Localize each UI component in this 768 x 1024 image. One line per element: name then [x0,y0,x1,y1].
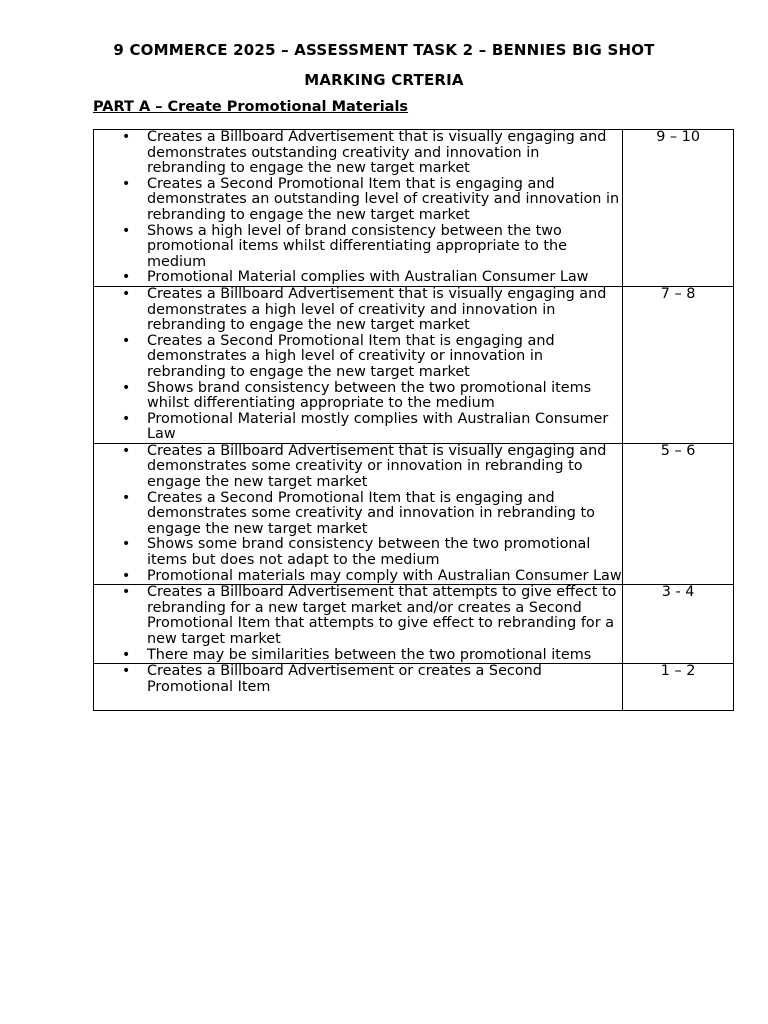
criteria-description-cell [94,664,623,711]
criteria-description-cell [94,286,623,443]
criteria-item [94,537,622,568]
criteria-row [94,286,734,443]
criteria-item [94,664,622,695]
criteria-item-text: Promotional Material mostly complies with Australian Consumer Law [147,410,609,443]
criteria-description-cell [94,130,623,287]
document-subtitle: MARKING CRTERIA [304,71,464,89]
mark-range-cell: 5 – 6 [623,443,734,584]
mark-range-cell: 1 – 2 [623,664,734,711]
bullet-icon: • [122,129,131,145]
criteria-item [94,270,622,286]
bullet-icon: • [122,646,131,663]
criteria-row [94,664,734,711]
criteria-list [94,585,622,663]
criteria-item-text: Shows a high level of brand consistency between the two promotional items whilst differentiating appropriate to the medium [147,222,567,270]
criteria-item [94,585,622,647]
bullet-icon: • [122,442,131,459]
criteria-description-cell [94,443,623,584]
criteria-item [94,381,622,412]
criteria-item-text: Creates a Second Promotional Item that is engaging and demonstrates an outstanding level of creativity and innovation in rebranding to engage the new target market [147,175,620,223]
bullet-icon: • [122,489,131,506]
criteria-item-text: Promotional Material complies with Australian Consumer Law [147,269,589,286]
criteria-item [94,648,622,664]
criteria-item [94,444,622,491]
bullet-icon: • [122,269,131,286]
criteria-item [94,412,622,443]
criteria-item-text: Shows some brand consistency between the two promotional items but does not adapt to the medium [147,536,591,569]
criteria-description-cell [94,585,623,664]
criteria-item-text: Creates a Billboard Advertisement that attempts to give effect to rebranding for a new target market and/or creates a Second Promotional Item that attempts to give effect to rebranding for a new target market [147,584,617,647]
criteria-item-text: Promotional materials may comply with Australian Consumer Law [147,567,622,584]
criteria-list [94,287,622,443]
criteria-row [94,443,734,584]
criteria-item [94,177,622,224]
criteria-item [94,130,622,177]
criteria-item [94,491,622,538]
criteria-list [94,664,622,695]
marking-criteria-table [93,129,734,711]
bullet-icon: • [122,663,131,680]
bullet-icon: • [122,584,131,601]
bullet-icon: • [122,222,131,239]
criteria-row [94,585,734,664]
criteria-item-text: Creates a Billboard Advertisement that is visually engaging and demonstrates outstanding creativity and innovation in rebranding to engage the new target market [147,129,607,177]
mark-range-cell: 3 - 4 [623,585,734,664]
bullet-icon: • [122,410,131,427]
criteria-item-text: Creates a Billboard Advertisement that is visually engaging and demonstrates some creativity or innovation in rebranding to engage the new target market [147,442,607,491]
criteria-item [94,569,622,585]
criteria-list [94,130,622,286]
criteria-item [94,224,622,271]
criteria-item-text: There may be similarities between the two promotional items [147,646,592,663]
criteria-list [94,444,622,584]
criteria-item-text: Shows brand consistency between the two promotional items whilst differentiating appropriate to the medium [147,379,592,412]
bullet-icon: • [122,567,131,584]
criteria-row [94,130,734,287]
bullet-icon: • [122,379,131,396]
section-heading: PART A – Create Promotional Materials [93,99,409,115]
criteria-item-text: Creates a Second Promotional Item that is engaging and demonstrates a high level of creativity or innovation in rebranding to engage the new target market [147,332,555,380]
criteria-item-text: Creates a Second Promotional Item that is engaging and demonstrates some creativity and innovation in rebranding to engage the new target market [147,489,595,537]
bullet-icon: • [122,332,131,349]
bullet-icon: • [122,536,131,553]
mark-range-cell: 9 – 10 [623,130,734,287]
criteria-item-text: Creates a Billboard Advertisement that is visually engaging and demonstrates a high level of creativity and innovation in rebranding to engage the new target market [147,285,607,334]
mark-range-cell: 7 – 8 [623,286,734,443]
document-title: 9 COMMERCE 2025 – ASSESSMENT TASK 2 – BENNIES BIG SHOT [113,41,655,59]
criteria-item [94,334,622,381]
criteria-item-text: Creates a Billboard Advertisement or creates a Second Promotional Item [147,663,542,695]
criteria-item [94,287,622,334]
bullet-icon: • [122,285,131,302]
bullet-icon: • [122,175,131,192]
